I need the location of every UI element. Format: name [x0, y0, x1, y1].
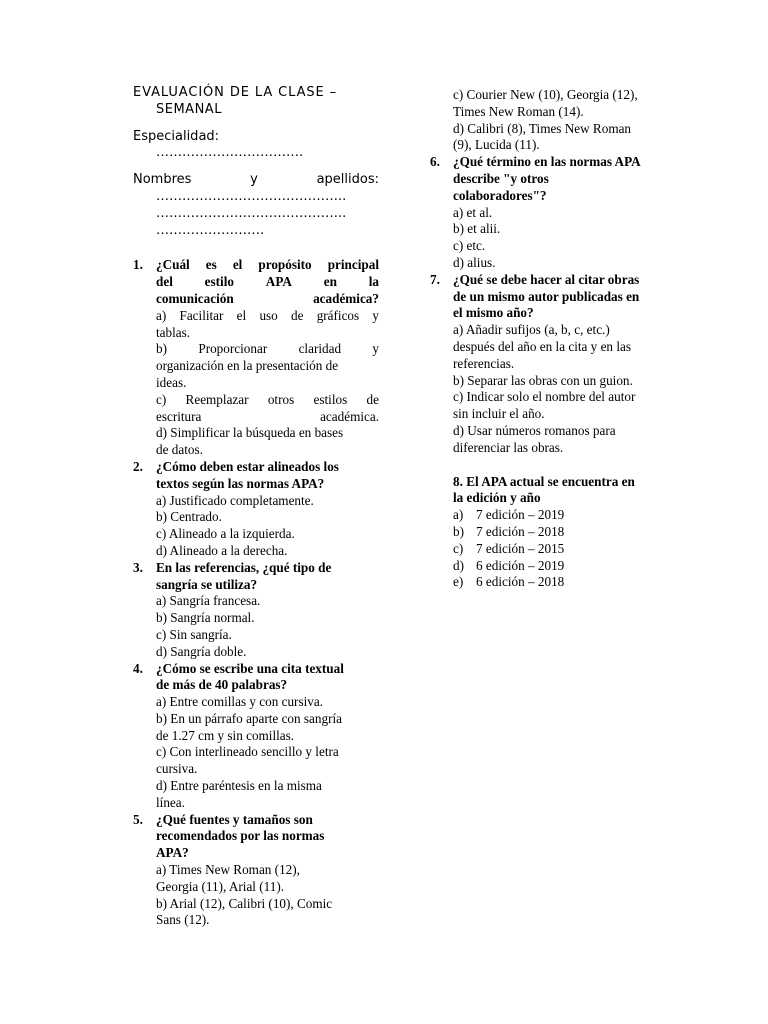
option-e[interactable]: e) 6 edición – 2018	[453, 574, 565, 590]
option-a[interactable]: a) et al.	[453, 204, 493, 220]
option-d[interactable]: d) Alineado a la derecha.	[156, 542, 288, 558]
option-b-cont: organización en la presentación de	[156, 358, 339, 374]
option-a-cont: tablas.	[156, 324, 191, 340]
option-b[interactable]: b) Centrado.	[156, 509, 222, 525]
option-b-cont: Sans (12).	[156, 912, 210, 928]
question-1	[133, 257, 379, 459]
option-d[interactable]: d) Sangría doble.	[156, 643, 247, 659]
option-c[interactable]: c) Alineado a la izquierda.	[156, 526, 295, 542]
option-d[interactable]: d) alius.	[453, 254, 496, 270]
question-text: ¿Cómo deben estar alineados los textos según las normas APA?	[156, 458, 339, 491]
nombres-dots-2: ……………………………………..	[156, 205, 347, 221]
option-c[interactable]: c) Reemplazar otros estilos de	[156, 391, 379, 407]
question-6	[430, 154, 678, 272]
question-text: ¿Qué fuentes y tamaños son recomendados por las normas APA?	[156, 811, 325, 861]
nombres-dots-1: ……………………………………..	[156, 188, 347, 204]
question-text: ¿Cómo se escribe una cita textual de más de 40 palabras?	[156, 660, 344, 693]
option-a[interactable]: a) Sangría francesa.	[156, 593, 261, 609]
question-8	[430, 474, 678, 592]
option-a-cont: referencias.	[453, 355, 515, 371]
question-4	[133, 661, 379, 812]
option-d[interactable]: d) Simplificar la búsqueda en bases	[156, 425, 344, 441]
option-c-cont: cursiva.	[156, 761, 198, 777]
question-number: 4.	[133, 660, 143, 676]
question-5	[133, 812, 379, 930]
option-c[interactable]: c) Indicar solo el nombre del autor	[453, 389, 636, 405]
option-a[interactable]: a) Entre comillas y con cursiva.	[156, 694, 323, 710]
option-a-cont: después del año en la cita y en las	[453, 338, 631, 354]
question-text: 8. El APA actual se encuentra en la edición y año	[453, 473, 635, 506]
option-c[interactable]: c) etc.	[453, 238, 486, 254]
option-b[interactable]: b) et alii.	[453, 221, 501, 237]
option-d[interactable]: d) Usar números romanos para	[453, 422, 616, 438]
left-column	[133, 85, 379, 929]
option-d[interactable]: d) Entre paréntesis en la misma	[156, 778, 322, 794]
nombres-field[interactable]	[133, 172, 379, 239]
option-c[interactable]: c) Sin sangría.	[156, 626, 232, 642]
option-b[interactable]: b) En un párrafo aparte con sangría	[156, 710, 343, 726]
option-c-cont: Times New Roman (14).	[453, 103, 584, 119]
question-number: 5.	[133, 811, 143, 827]
option-d-cont: (9), Lucida (11).	[453, 137, 540, 153]
question-3	[133, 560, 379, 661]
option-a[interactable]: a) Facilitar el uso de gráficos y	[156, 307, 379, 323]
option-b[interactable]: b) Separar las obras con un guion.	[453, 372, 633, 388]
option-a-cont: Georgia (11), Arial (11).	[156, 878, 285, 894]
question-text: ¿Cuál es el propósito principal del estilo APA en la comunicación académica?	[156, 257, 379, 306]
question-number: 6.	[430, 154, 440, 170]
page-title	[133, 85, 379, 119]
option-a[interactable]: a) Añadir sufijos (a, b, c, etc.)	[453, 322, 610, 338]
question-text: ¿Qué se debe hacer al citar obras de un mismo autor publicadas en el mismo año?	[453, 271, 640, 321]
option-c-cont: sin incluir el año.	[453, 406, 545, 422]
title-line-2: SEMANAL	[156, 101, 222, 117]
question-text: En las referencias, ¿qué tipo de sangría se utiliza?	[156, 559, 332, 592]
option-b-cont: ideas.	[156, 374, 187, 390]
option-a[interactable]: a) Times New Roman (12),	[156, 862, 300, 878]
option-b[interactable]: b) Arial (12), Calibri (10), Comic	[156, 895, 333, 911]
question-5-continued	[430, 87, 678, 154]
question-text: ¿Qué término en las normas APA describe "y otros colaboradores"?	[453, 154, 641, 203]
option-d-cont: diferenciar las obras.	[453, 439, 564, 455]
option-c[interactable]: c) 7 edición – 2015	[453, 540, 565, 556]
question-2	[133, 459, 379, 560]
option-b[interactable]: b) 7 edición – 2018	[453, 523, 565, 539]
especialidad-dots: …………………………….	[156, 145, 304, 161]
especialidad-field[interactable]	[133, 129, 379, 163]
option-a[interactable]: a) 7 edición – 2019	[453, 507, 565, 523]
nombres-label: Nombres y apellidos:	[133, 172, 379, 188]
question-number: 2.	[133, 458, 143, 474]
option-d[interactable]: d) 6 edición – 2019	[453, 557, 565, 573]
option-c[interactable]: c) Con interlineado sencillo y letra	[156, 744, 339, 760]
right-column	[430, 87, 678, 591]
question-number: 7.	[430, 271, 440, 287]
question-number: 3.	[133, 559, 143, 575]
option-a[interactable]: a) Justificado completamente.	[156, 492, 314, 508]
option-c[interactable]: c) Courier New (10), Georgia (12),	[453, 87, 638, 102]
especialidad-label: Especialidad:	[133, 128, 220, 144]
question-number: 1.	[133, 257, 143, 273]
option-b-cont: de 1.27 cm y sin comillas.	[156, 727, 295, 743]
title-line-1: EVALUACIÓN DE LA CLASE –	[133, 85, 338, 100]
option-d[interactable]: d) Calibri (8), Times New Roman	[453, 120, 632, 136]
option-b[interactable]: b) Sangría normal.	[156, 610, 255, 626]
option-c-cont: escritura académica.	[156, 408, 379, 424]
option-b[interactable]: b) Proporcionar claridad y	[156, 341, 379, 357]
option-d-cont: línea.	[156, 794, 185, 810]
question-7	[430, 272, 678, 457]
option-d-cont: de datos.	[156, 442, 203, 458]
nombres-dots-3: …………………….	[156, 222, 265, 238]
